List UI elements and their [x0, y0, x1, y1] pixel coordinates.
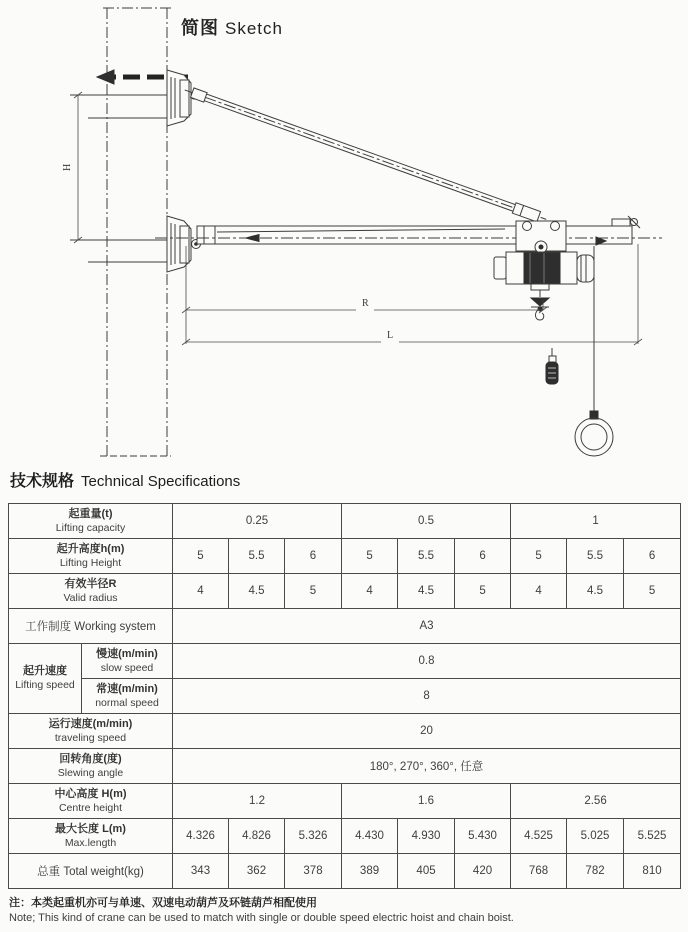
height-value: 6 [624, 539, 681, 574]
height-label-zh: 起升高度h(m) [56, 542, 125, 555]
max-length-label [9, 819, 173, 854]
traveling-speed-label-zh: 运行速度(m/min) [48, 717, 133, 730]
specs-section-title [10, 468, 240, 491]
row-traveling-speed [9, 714, 681, 749]
sketch-title-en: Sketch [225, 19, 283, 38]
slow-speed-label [82, 644, 173, 679]
row-total-weight [9, 854, 681, 889]
total-weight-value: 378 [285, 854, 342, 889]
capacity-value: 1 [511, 504, 681, 539]
row-centre-height [9, 784, 681, 819]
max-length-value: 4.826 [229, 819, 285, 854]
normal-speed-label [82, 679, 173, 714]
normal-speed-label-zh: 常速(m/min) [96, 682, 158, 695]
max-length-value: 4.930 [398, 819, 455, 854]
lower-bracket [167, 216, 201, 272]
slewing-angle-value: 180°, 270°, 360°, 任意 [173, 749, 681, 784]
height-value: 5 [173, 539, 229, 574]
footnote-en: Note; This kind of crane can be used to match with single or double speed electric hoist and chain boist. [9, 911, 514, 924]
wall-attachment-lines [70, 95, 167, 262]
capacity-value: 0.25 [173, 504, 342, 539]
total-weight-value: 768 [511, 854, 567, 889]
jib-beam [155, 216, 662, 245]
height-value: 6 [285, 539, 342, 574]
sketch-title-zh: 简图 [181, 18, 219, 38]
sketch-title [181, 14, 283, 40]
radius-value: 5 [455, 574, 511, 609]
hoist-trolley [516, 221, 566, 253]
dim-label-l: L [387, 330, 394, 341]
dimension-H [62, 92, 82, 243]
total-weight-value: 343 [173, 854, 229, 889]
electric-hoist [494, 252, 594, 290]
slewing-angle-label [9, 749, 173, 784]
height-value: 5.5 [398, 539, 455, 574]
radius-value: 4 [173, 574, 229, 609]
centre-height-label [9, 784, 173, 819]
row-lifting-capacity [9, 504, 681, 539]
radius-label-en: Valid radius [63, 591, 118, 604]
max-length-label-zh: 最大长度 L(m) [55, 822, 126, 835]
centre-height-label-zh: 中心高度 H(m) [54, 787, 127, 800]
radius-value: 5 [285, 574, 342, 609]
specs-title-zh: 技术规格 [10, 473, 75, 490]
traveling-speed-value: 20 [173, 714, 681, 749]
dimension-R [182, 246, 547, 344]
radius-label [9, 574, 173, 609]
height-label [9, 539, 173, 574]
tie-rod [183, 85, 548, 225]
radius-value: 4 [511, 574, 567, 609]
height-value: 5 [511, 539, 567, 574]
radius-value: 4.5 [229, 574, 285, 609]
row-lifting-height [9, 539, 681, 574]
height-value: 5.5 [229, 539, 285, 574]
max-length-label-en: Max.length [64, 836, 117, 849]
total-weight-label: 总重 Total weight(kg) [9, 854, 173, 889]
jib-crane-sketch [0, 0, 688, 462]
spec-table [8, 503, 681, 889]
sketch-area [0, 0, 688, 462]
centre-height-value: 2.56 [511, 784, 681, 819]
centre-height-value: 1.2 [173, 784, 342, 819]
radius-value: 5 [624, 574, 681, 609]
total-weight-value: 389 [342, 854, 398, 889]
centre-height-value: 1.6 [342, 784, 511, 819]
footnote-zh: 注：本类起重机亦可与单速、双速电动葫芦及环链葫芦相配使用 [9, 897, 317, 909]
slow-speed-label-en: slow speed [100, 661, 154, 674]
traveling-speed-label [9, 714, 173, 749]
traveling-speed-label-en: traveling speed [54, 731, 127, 744]
height-value: 5 [342, 539, 398, 574]
capacity-value: 0.5 [342, 504, 511, 539]
slewing-angle-label-zh: 回转角度(度) [59, 752, 122, 765]
max-length-value: 5.525 [624, 819, 681, 854]
lifting-speed-label-zh: 起升速度 [23, 665, 67, 678]
pendant-control [546, 348, 558, 384]
max-length-value: 4.326 [173, 819, 229, 854]
max-length-value: 4.525 [511, 819, 567, 854]
dim-label-r: R [362, 298, 369, 309]
total-weight-value: 420 [455, 854, 511, 889]
row-lifting-speed-slow [9, 644, 681, 679]
radius-value: 4.5 [567, 574, 624, 609]
max-length-value: 5.326 [285, 819, 342, 854]
normal-speed-label-en: normal speed [95, 696, 159, 709]
capacity-label-en: Lifting capacity [55, 521, 126, 534]
row-slewing-angle [9, 749, 681, 784]
hook-assembly [531, 290, 549, 320]
row-working-system [9, 609, 681, 644]
height-value: 5.5 [567, 539, 624, 574]
specs-title-en: Technical Specifications [81, 473, 241, 490]
total-weight-value: 810 [624, 854, 681, 889]
row-max-length [9, 819, 681, 854]
height-label-en: Lifting Height [59, 556, 122, 569]
max-length-value: 5.430 [455, 819, 511, 854]
centre-height-label-en: Centre height [58, 801, 123, 814]
dim-label-h: H [62, 163, 73, 171]
slewing-angle-label-en: Slewing angle [57, 766, 124, 779]
radius-value: 4 [342, 574, 398, 609]
max-length-value: 5.025 [567, 819, 624, 854]
lifting-speed-label-en: Lifting speed [15, 679, 75, 692]
total-weight-value: 362 [229, 854, 285, 889]
lifting-speed-group-label [9, 644, 82, 714]
radius-label-zh: 有效半径R [64, 577, 117, 590]
capacity-label-zh: 起重量(t) [68, 507, 113, 520]
row-lifting-speed-normal [9, 679, 681, 714]
working-system-label: 工作制度 Working system [9, 609, 173, 644]
height-value: 6 [455, 539, 511, 574]
radius-value: 4.5 [398, 574, 455, 609]
slow-speed-value: 0.8 [173, 644, 681, 679]
max-length-value: 4.430 [342, 819, 398, 854]
slow-speed-label-zh: 慢速(m/min) [96, 647, 158, 660]
row-valid-radius [9, 574, 681, 609]
normal-speed-value: 8 [173, 679, 681, 714]
total-weight-value: 405 [398, 854, 455, 889]
footnote [9, 896, 681, 926]
capacity-label [9, 504, 173, 539]
total-weight-value: 782 [567, 854, 624, 889]
working-system-value: A3 [173, 609, 681, 644]
